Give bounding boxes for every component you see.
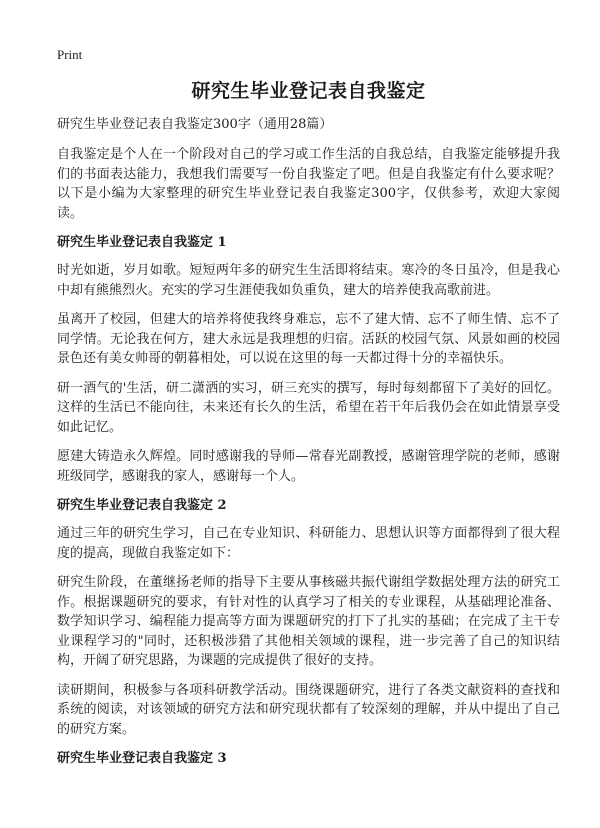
section-heading-3: 研究生毕业登记表自我鉴定 3 — [57, 751, 227, 766]
page-title: 研究生毕业登记表自我鉴定 — [191, 80, 426, 102]
intro-paragraph: 自我鉴定是个人在一个阶段对自己的学习或工作生活的自我总结，自我鉴定能够提升我们的书面表达能力，我想我们需要写一份自我鉴定了吧。但是自我鉴定有什么要求呢？以下是小编为大家整理的研究生毕业登记表自我鉴定300字，仅供参考，欢迎大家阅读。 — [57, 147, 560, 221]
document-subtitle: 研究生毕业登记表自我鉴定300字（通用28篇） — [57, 117, 333, 132]
section-1-paragraph-4: 愿建大铸造永久辉煌。同时感谢我的导师—常春光副教授，感谢管理学院的老师，感谢班级同学，感谢我的家人，感谢每一个人。 — [57, 449, 560, 484]
section-2-paragraph-1: 通过三年的研究生学习，自己在专业知识、科研能力、思想认识等方面都得到了很大程度的提高，现做自我鉴定如下： — [57, 526, 560, 561]
section-1-paragraph-1: 时光如逝，岁月如歌。短短两年多的研究生生活即将结束。寒冷的冬日虽冷，但是我心中却有熊熊烈火。充实的学习生涯使我如负重负，建大的培养使我高歌前进。 — [57, 263, 560, 298]
section-2-paragraph-3: 读研期间，积极参与各项科研教学活动。围绕课题研究，进行了各类文献资料的查找和系统的阅读，对该领域的研究方法和研究现状都有了较深刻的理解，并从中提出了自己的研究方案。 — [57, 682, 560, 737]
section-1-paragraph-3: 研一酒气的'生活，研二潇洒的实习，研三充实的撰写，每时每刻都留下了美好的回忆。这样的生活已不能向往，未来还有长久的生活，希望在若干年后我仍会在如此情景享受如此记忆。 — [57, 380, 560, 435]
print-link[interactable]: Print — [57, 47, 83, 62]
section-1-paragraph-2: 虽离开了校园，但建大的培养将使我终身难忘，忘不了建大情、忘不了师生情、忘不了同学情。无论我在何方，建大永远是我理想的归宿。活跃的校园气氛、风景如画的校园景色还有美女帅哥的朝暮相处，可以说在这里的每一天都过得十分的幸福快乐。 — [57, 312, 560, 366]
section-2-paragraph-2: 研究生阶段，在董继扬老师的指导下主要从事核磁共振代谢组学数据处理方法的研究工作。根据课题研究的要求，有针对性的认真学习了相关的专业课程，从基础理论准备、数学知识学习、编程能力提高等方面为课题研究的打下了扎实的基础；在完成了主干专业课程学习的"同时，还积极涉猎了其他相关领域的课程，进一步完善了自己的知识结构，开阔了研究思路，为课题的完成提供了很好的支持。 — [57, 575, 560, 668]
section-heading-2: 研究生毕业登记表自我鉴定 2 — [57, 498, 227, 513]
section-heading-1: 研究生毕业登记表自我鉴定 1 — [57, 235, 227, 250]
